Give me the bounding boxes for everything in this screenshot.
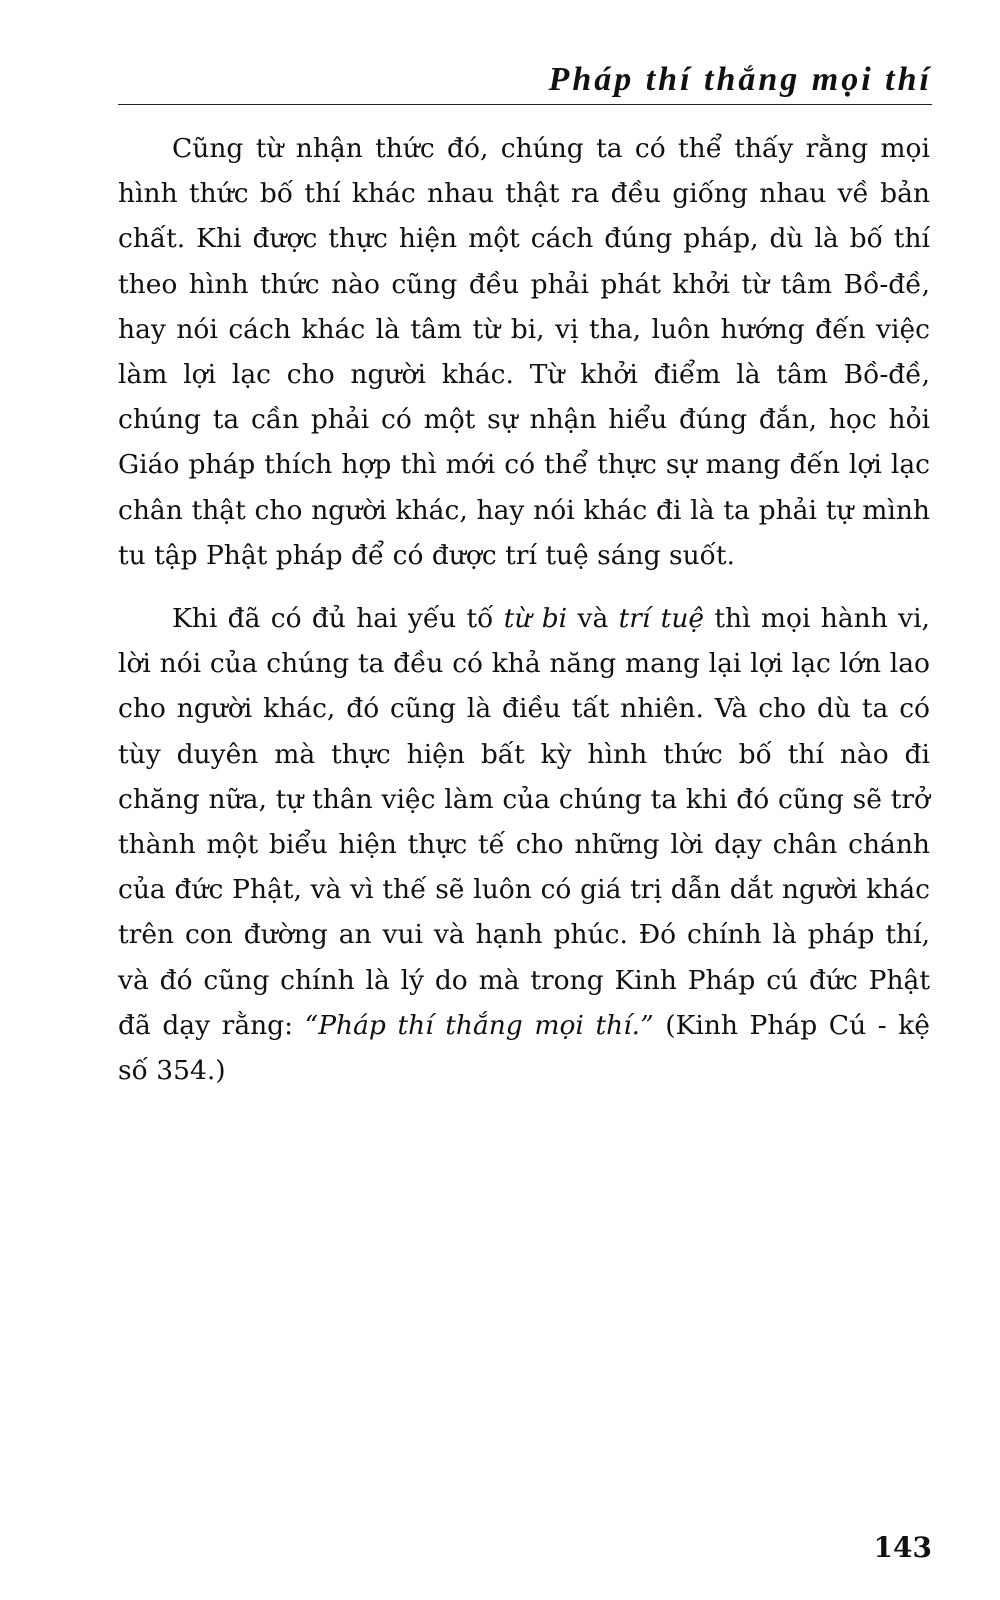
page-number: 143: [873, 1531, 932, 1564]
body-text: [118, 126, 930, 1093]
paragraph: [118, 596, 930, 1093]
running-header: [118, 56, 932, 105]
quotation: “Pháp thí thắng mọi thí.”: [304, 1009, 654, 1041]
text-run: và: [567, 603, 619, 635]
running-title: Pháp thí thắng mọi thí: [548, 61, 932, 98]
italic-term: từ bi: [503, 603, 568, 635]
text-run: Khi đã có đủ hai yếu tố: [172, 603, 504, 635]
text-run: (Kinh Pháp Cú - kệ số 354.): [118, 1009, 930, 1087]
italic-term: trí tuệ: [618, 603, 705, 635]
paragraph: Cũng từ nhận thức đó, chúng ta có thể thấy rằng mọi hình thức bố thí khác nhau thật ra đều giống nhau về bản chất. Khi được thực hiện một cách đúng pháp, dù là bố thí theo hình thức nào cũng đều phải phát khởi từ tâm Bồ-đề, hay nói cách khác là tâm từ bi, vị tha, luôn hướng đến việc làm lợi lạc cho người khác. Từ khởi điểm là tâm Bồ-đề, chúng ta cần phải có một sự nhận hiểu đúng đắn, học hỏi Giáo pháp thích hợp thì mới có thể thực sự mang đến lợi lạc chân thật cho người khác, hay nói khác đi là ta phải tự mình tu tập Phật pháp để có được trí tuệ sáng suốt.: [118, 133, 930, 571]
text-run: thì mọi hành vi, lời nói của chúng ta đều có khả năng mang lại lợi lạc lớn lao cho người khác, đó cũng là điều tất nhiên. Và cho dù ta có tùy duyên mà thực hiện bất kỳ hình thức bố thí nào đi chăng nữa, tự thân việc làm của chúng ta khi đó cũng sẽ trở thành một biểu hiện thực tế cho những lời dạy chân chánh của đức Phật, và vì thế sẽ luôn có giá trị dẫn dắt người khác trên con đường an vui và hạnh phúc. Đó chính là pháp thí, và đó cũng chính là lý do mà trong Kinh Pháp cú đức Phật đã dạy rằng:: [118, 603, 930, 1041]
